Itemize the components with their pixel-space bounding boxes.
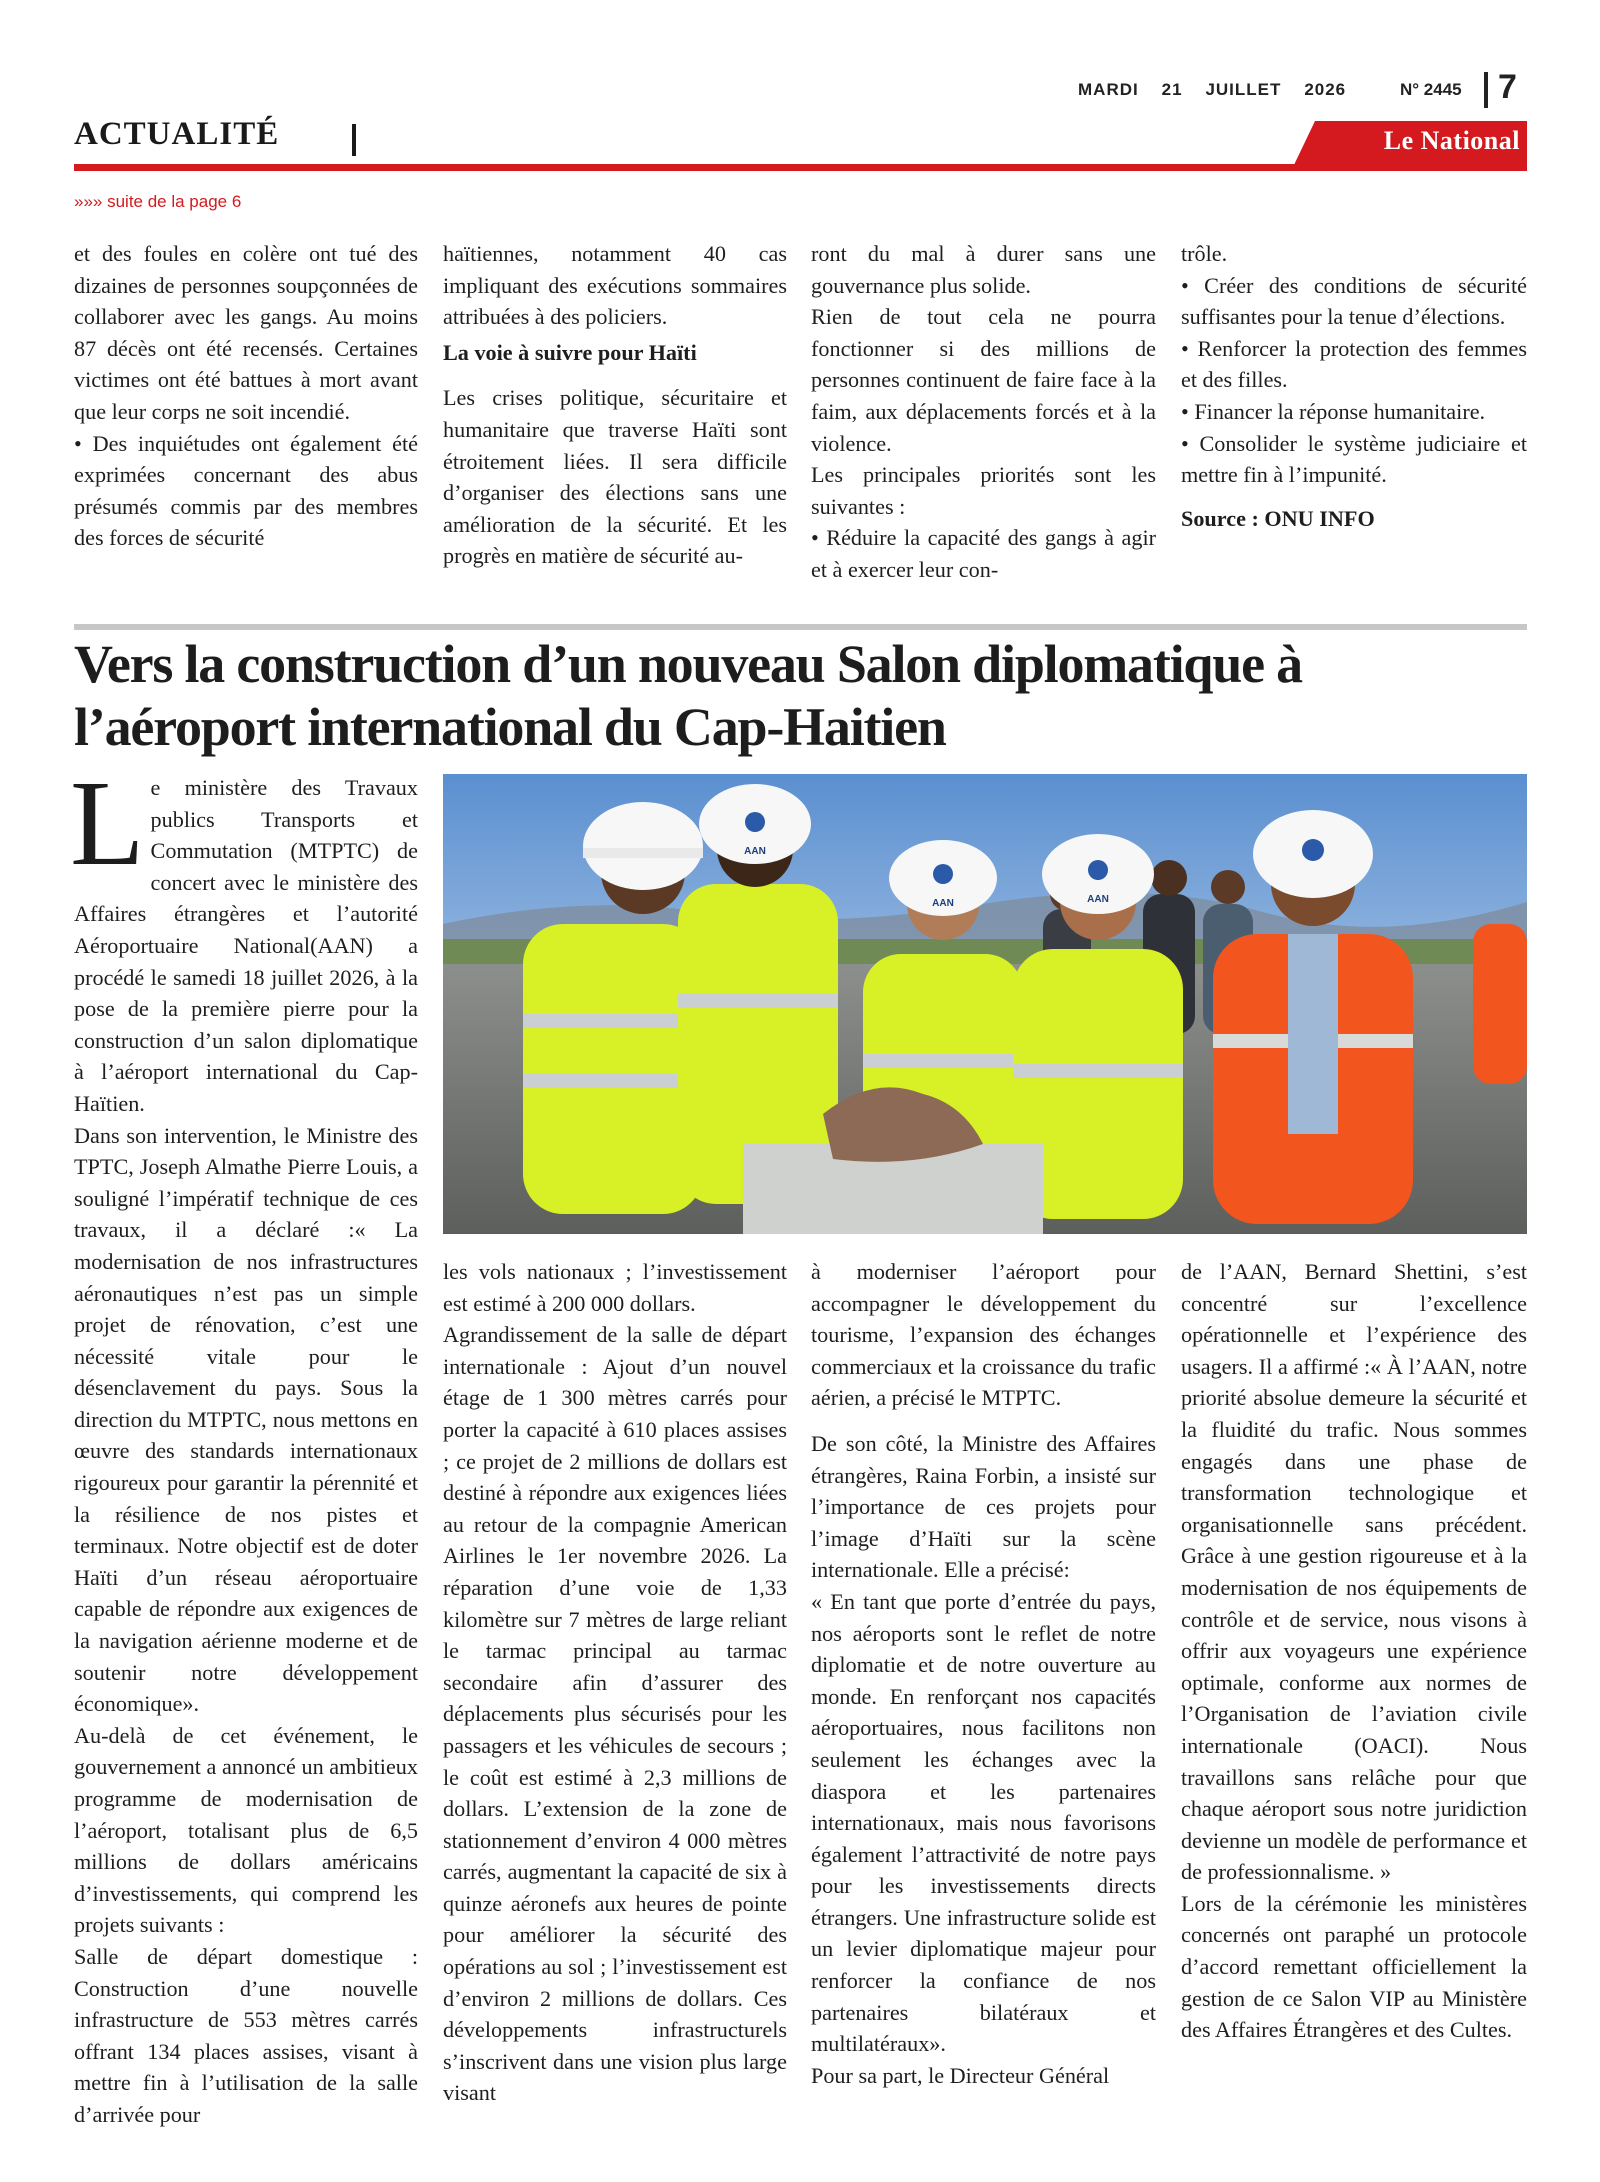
drop-cap: L [70, 756, 145, 891]
section-divider [352, 124, 356, 156]
continued-from-link[interactable]: »»» suite de la page 6 [74, 192, 242, 211]
header-rule [74, 164, 1527, 171]
prev-article-column-1 [74, 238, 418, 554]
article-column-2 [443, 1256, 787, 2109]
paragraph: Lors de la cérémonie les ministères concernés ont paraphé un protocole d’accord remettant officiellement la gestion de ce Salon VIP au Ministère des Affaires Étrangères et des Cultes. [1181, 1890, 1527, 2043]
paragraph: Pour sa part, le Directeur Général [811, 2062, 1110, 2088]
paragraph-gap [811, 1414, 1156, 1428]
paragraph: Au-delà de cet événement, le gouvernement a annoncé un ambitieux programme de modernisation de l’aéroport, totalisant plus de 6,5 millions de dollars américains d’investissements, qui comprend les projets suivants : [74, 1722, 418, 1938]
paragraph: ront du mal à durer sans une gouvernance plus solide. [811, 241, 1156, 298]
paragraph: de l’AAN, Bernard Shettini, s’est concentré sur l’excellence opérationnelle et l’expérience des usagers. Il a affirmé :« À l’AAN, notre priorité absolue demeure la sécurité et la fluidité du trafic. Nous sommes engagés dans une phase de transformation technologique et organisationnelle sans précédent. Grâce à une gestion rigoureuse et à la modernisation de nos équipements de contrôle et de service, nous visons à offrir aux voyageurs une expérience optimale, conforme aux normes de l’Organisation de l’aviation civile internationale (OACI). Nous travaillons sans relâche pour que chaque aéroport sous notre juridiction devienne un modèle de performance et de professionnalisme. » [1181, 1259, 1527, 1885]
bullet-item: • Créer des conditions de sécurité suffisantes pour la tenue d’élections. [1181, 272, 1527, 330]
prev-article-column-2 [443, 238, 787, 572]
bullet-item: • Renforcer la protection des femmes et des filles. [1181, 335, 1527, 393]
paragraph: à moderniser l’aéroport pour accompagner le développement du tourisme, l’expansion des échanges commerciaux et la croissance du trafic aérien, a précisé le MTPTC. [811, 1259, 1156, 1411]
paragraph: Salle de départ domestique : Construction d’une nouvelle infrastructure de 553 mètres carrés offrant 134 places assises, visant à mettre fin à l’utilisation de la salle d’arrivée pour [74, 1943, 418, 2127]
prev-article-column-4 [1181, 238, 1527, 534]
paragraph: trôle. [1181, 241, 1228, 266]
prev-article-column-3 [811, 238, 1156, 586]
date-day: MARDI [1078, 80, 1139, 99]
paragraph: Les principales priorités sont les suivantes : [811, 462, 1156, 519]
bullet-item: • Consolider le système judiciaire et mettre fin à l’impunité. [1181, 430, 1527, 488]
paragraph: les vols nationaux ; l’investissement est estimé à 200 000 dollars. [443, 1259, 787, 1316]
paragraph: et des foules en colère ont tué des dizaines de personnes soupçonnées de collaborer avec les gangs. Au moins 87 décès ont été recensés. Certaines victimes ont été battues à mort avant que leur corps ne soit incendié. [74, 241, 418, 424]
article-column-3 [811, 1256, 1156, 2091]
subheading: La voie à suivre pour Haïti [443, 339, 697, 365]
lead-text: e ministère des Travaux publics Transports et Commutation (MTPTC) de concert avec le ministère des Affaires étrangères et l’autorité Aéroportuaire National(AAN) a procédé le samedi 18 juillet 2026, à la pose de la première pierre pour la construction d’un salon diplomatique à l’aéroport international du Cap-Haïtien. [74, 775, 418, 1116]
page-number: 7 [1498, 68, 1517, 106]
article-headline: Vers la construction d’un nouveau Salon diplomatique à l’aéroport international du Cap-Haitien [74, 634, 1302, 757]
paragraph: De son côté, la Ministre des Affaires étrangères, Raina Forbin, a insisté sur l’importance de ces projets pour l’image d’Haïti sur la scène internationale. Elle a précisé: [811, 1430, 1156, 1583]
paragraph: Dans son intervention, le Ministre des TPTC, Joseph Almathe Pierre Louis, a souligné l’impératif technique de ces travaux, il a déclaré :« La modernisation de nos infrastructures aéronautiques n’est pas un simple projet de rénovation, c’est une nécessité vitale pour le désenclavement du pays. Sous la direction du MTPTC, nous mettons en œuvre des standards internationaux rigoureux pour garantir la pérennité et la résilience de nos pistes et terminaux. Notre objectif est de doter Haïti d’un réseau aéroportuaire capable de répondre aux exigences de la navigation aérienne moderne et de soutenir notre développement économique». [74, 1122, 418, 1717]
section-title: ACTUALITÉ [74, 116, 280, 152]
article-separator [74, 624, 1527, 630]
paragraph: • Réduire la capacité des gangs à agir et à exercer leur con- [811, 525, 1156, 582]
article-photo [443, 774, 1527, 1234]
date-month: JUILLET [1205, 80, 1282, 99]
paragraph: Les crises politique, sécuritaire et humanitaire que traverse Haïti sont étroitement liées. Il sera difficile d’organiser des élections sans une amélioration de la sécurité. Et les progrès en matière de sécurité au- [443, 385, 787, 569]
helmet-badge: AAN [932, 898, 954, 909]
source-credit: Source : ONU INFO [1181, 505, 1375, 531]
paragraph: Rien de tout cela ne pourra fonctionner si des millions de personnes continuent de faire face à la faim, aux déplacements forcés et à la violence. [811, 304, 1156, 456]
paragraph: Agrandissement de la salle de départ internationale : Ajout d’un nouvel étage de 1 300 mètres carrés pour porter la capacité à 610 places assises ; ce projet de 2 millions de dollars est destiné à répondre aux exigences liées au retour de la compagnie American Airlines le 1er novembre 2026. La réparation d’une voie de 1,33 kilomètre sur 7 mètres de large reliant le tarmac principal au tarmac secondaire afin d’assurer des déplacements plus sécurisés pour les passagers et les véhicules de secours ; le coût est estimé à 2,3 millions de dollars. L’extension de la zone de stationnement d’environ 4 000 mètres carrés, augmentant la capacité de six à quinze aéronefs aux heures de pointe pour améliorer la sécurité des opérations au sol ; l’investissement est d’environ 2 millions de dollars. Ces développements infrastructurels s’inscrivent dans une vision plus large visant [443, 1322, 787, 2106]
photo-illustration [443, 774, 1527, 1234]
page-number-divider [1484, 72, 1488, 108]
helmet-badge: AAN [1087, 894, 1109, 905]
lead-paragraph [70, 756, 418, 1120]
date-number: 21 [1161, 80, 1183, 99]
date-year: 2026 [1304, 80, 1347, 99]
article-column-4 [1181, 1256, 1527, 2046]
article-column-1 [70, 756, 418, 2131]
bullet-item: • Financer la réponse humanitaire. [1181, 398, 1486, 424]
paragraph: haïtiennes, notamment 40 cas impliquant des exécutions sommaires attribuées à des policiers. [443, 241, 787, 330]
helmet-badge: AAN [744, 846, 766, 857]
issue-date [1078, 80, 1346, 100]
paragraph: • Des inquiétudes ont également été exprimées concernant des abus présumés commis par des membres des forces de sécurité [74, 430, 418, 551]
brand-name: Le National [1383, 126, 1520, 155]
issue-number: N° 2445 [1400, 80, 1462, 99]
quote-paragraph: « En tant que porte d’entrée du pays, nos aéroports sont le reflet de notre diplomatie et de notre ouverture au monde. En renforçant nos capacités aéroportuaires, nous facilitons non seulement les échanges avec la diaspora et les partenaires internationaux, mais nous favorisons également l’attractivité de notre pays pour les investissements directs étrangers. Une infrastructure solide est un levier diplomatique majeur pour renforcer la confiance de nos partenaires bilatéraux et multilatéraux». [811, 1588, 1156, 2057]
